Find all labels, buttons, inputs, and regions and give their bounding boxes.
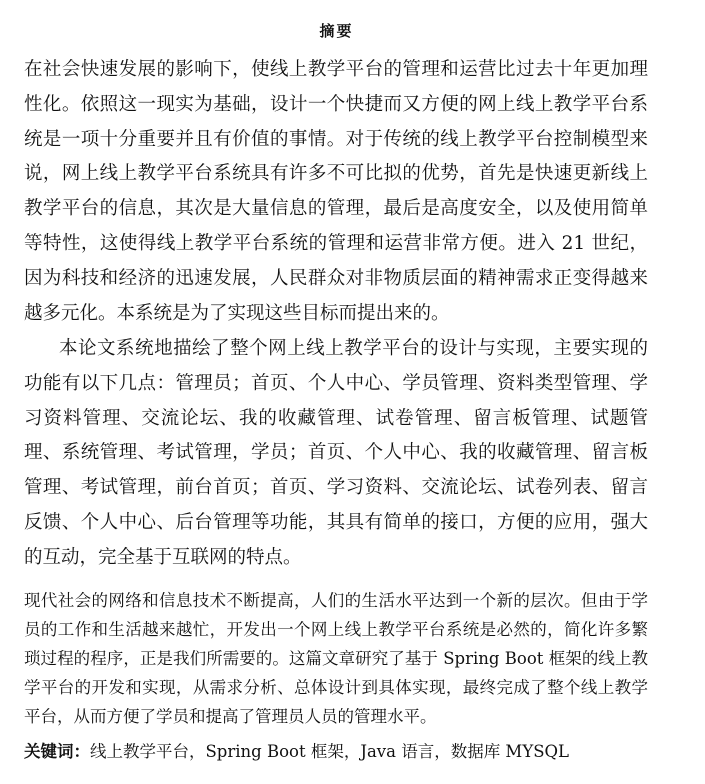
abstract-paragraph-3: 现代社会的网络和信息技术不断提高，人们的生活水平达到一个新的层次。但由于学员的工作和生活越来越忙，开发出一个网上线上教学平台系统是必然的，简化许多繁琐过程的程序，正是我们所需要的。这篇文章研究了基于 Spring Boot 框架的线上教学平台的开发和实现，从需求分析、总体设计到具体实现，最终完成了整个线上教学平台，从而方便了学员和提高了管理员人员的管理水平。 (24, 591, 648, 726)
keywords-line (24, 737, 664, 766)
keywords-label: 关键词： (24, 742, 90, 761)
abstract-paragraph-1: 在社会快速发展的影响下，使线上教学平台的管理和运营比过去十年更加理性化。依照这一现实为基础，设计一个快捷而又方便的网上线上教学平台系统是一项十分重要并且有价值的事情。对于传统的线上教学平台控制模型来说，网上线上教学平台系统具有许多不可比拟的优势，首先是快速更新线上教学平台的信息，其次是大量信息的管理，最后是高度安全，以及使用简单等特性，这使得线上教学平台系统的管理和运营非常方便。进入 21 世纪，因为科技和经济的迅速发展，人民群众对非物质层面的精神需求正变得越来越多元化。本系统是为了实现这些目标而提出来的。 (24, 59, 648, 324)
abstract-paragraph-2: 本论文系统地描绘了整个网上线上教学平台的设计与实现，主要实现的功能有以下几点：管理员；首页、个人中心、学员管理、资料类型管理、学习资料管理、交流论坛、我的收藏管理、试卷管理、留言板管理、试题管理、系统管理、考试管理，学员；首页、个人中心、我的收藏管理、留言板管理、考试管理，前台首页；首页、学习资料、交流论坛、试卷列表、留言反馈、个人中心、后台管理等功能，其具有简单的接口，方便的应用，强大的互动，完全基于互联网的特点。 (24, 338, 648, 568)
keywords-value: 线上教学平台，Spring Boot 框架，Java 语言，数据库 MYSQL (90, 742, 570, 761)
abstract-title: 摘要 (319, 22, 354, 40)
